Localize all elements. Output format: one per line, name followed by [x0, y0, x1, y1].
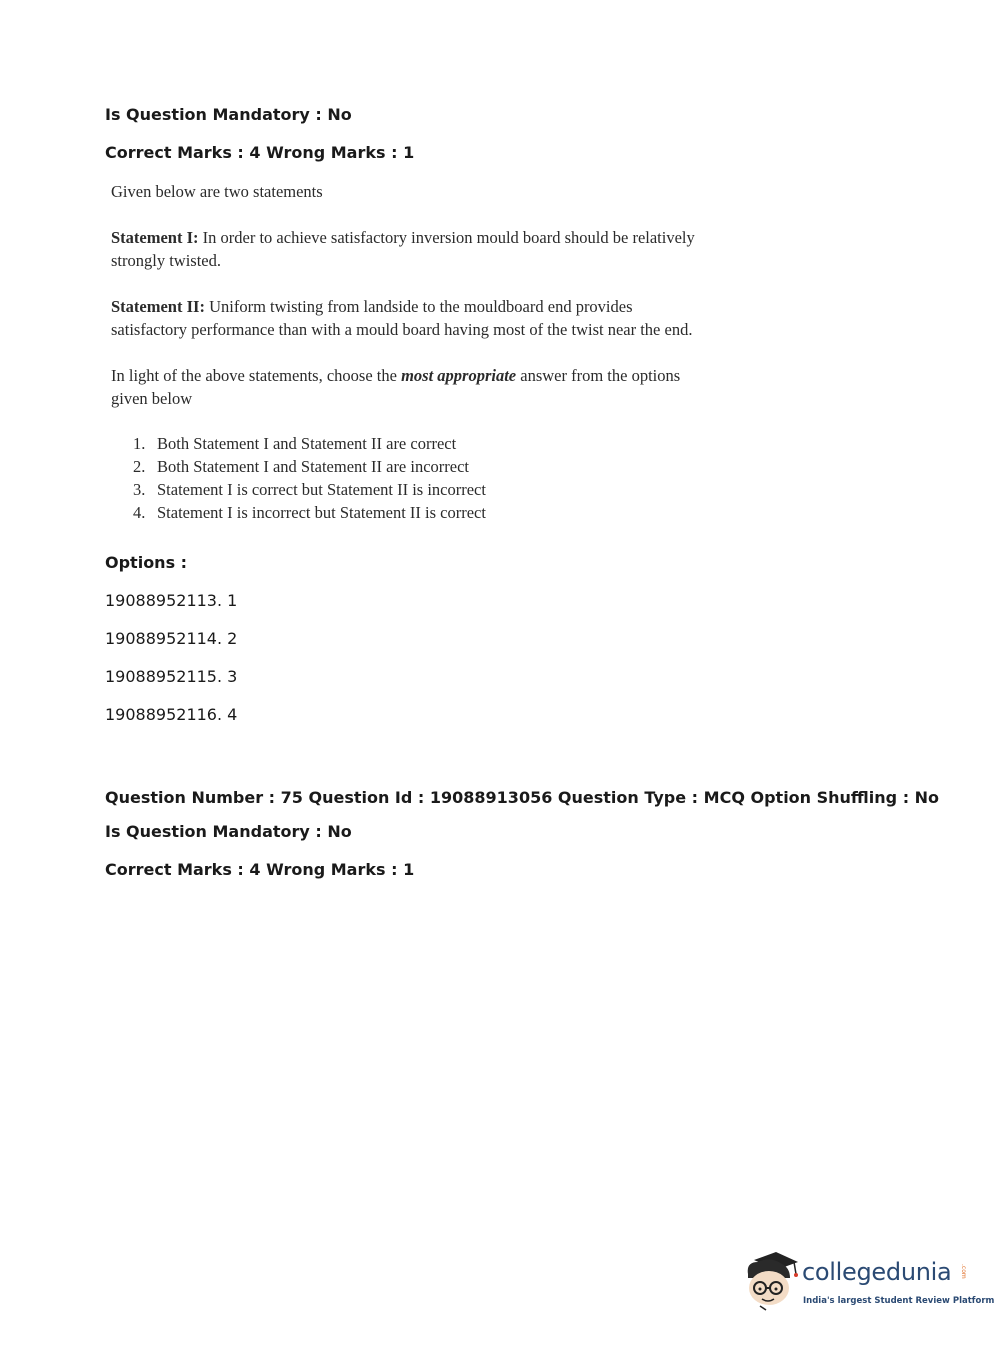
collegedunia-logo — [740, 1248, 995, 1320]
statement-1-text: In order to achieve satisfactory inversion mould board should be relatively strongly twisted. — [111, 228, 695, 270]
option-item: 19088952116. 4 — [105, 705, 238, 724]
marks-line: Correct Marks : 4 Wrong Marks : 1 — [105, 143, 415, 162]
statement-1 — [111, 226, 731, 272]
instruction-pre: In light of the above statements, choose the — [111, 366, 402, 385]
choice-text: Statement I is incorrect but Statement II is correct — [157, 503, 486, 522]
choice-item — [133, 501, 486, 524]
choice-number: 1. — [133, 434, 146, 453]
choice-text: Both Statement I and Statement II are incorrect — [157, 457, 470, 476]
next-mandatory-line: Is Question Mandatory : No — [105, 822, 352, 841]
statement-2 — [111, 295, 711, 341]
choice-number: 3. — [133, 480, 146, 499]
next-question-info: Question Number : 75 Question Id : 19088913056 Question Type : MCQ Option Shuffling : No — [105, 788, 940, 807]
choice-number: 2. — [133, 457, 146, 476]
instruction-post: answer from the options given below — [111, 366, 681, 408]
choice-item — [133, 432, 486, 455]
question-intro: Given below are two statements — [111, 182, 323, 201]
mandatory-line: Is Question Mandatory : No — [105, 105, 352, 124]
logo-tagline: India's largest Student Review Platform — [803, 1296, 995, 1306]
choice-item — [133, 478, 486, 501]
choice-list — [133, 432, 486, 524]
statement-2-text: Uniform twisting from landside to the mouldboard end provides satisfactory performance than with a mould board having most of the twist near the end. — [111, 297, 693, 339]
statement-1-label: Statement I: — [111, 228, 199, 247]
choice-number: 4. — [133, 503, 146, 522]
next-marks-line: Correct Marks : 4 Wrong Marks : 1 — [105, 860, 415, 879]
option-item: 19088952115. 3 — [105, 667, 238, 686]
logo-brand: collegedunia — [802, 1258, 952, 1286]
mascot-icon — [740, 1248, 802, 1314]
instruction-emphasis: most appropriate — [401, 366, 517, 385]
statement-2-label: Statement II: — [111, 297, 205, 316]
question-instruction — [111, 364, 711, 410]
choice-text: Statement I is correct but Statement II is incorrect — [157, 480, 486, 499]
logo-dotcom: .com — [960, 1264, 967, 1279]
choice-item — [133, 455, 486, 478]
option-item: 19088952113. 1 — [105, 591, 238, 610]
option-item: 19088952114. 2 — [105, 629, 238, 648]
options-label: Options : — [105, 553, 188, 572]
choice-text: Both Statement I and Statement II are correct — [157, 434, 457, 453]
